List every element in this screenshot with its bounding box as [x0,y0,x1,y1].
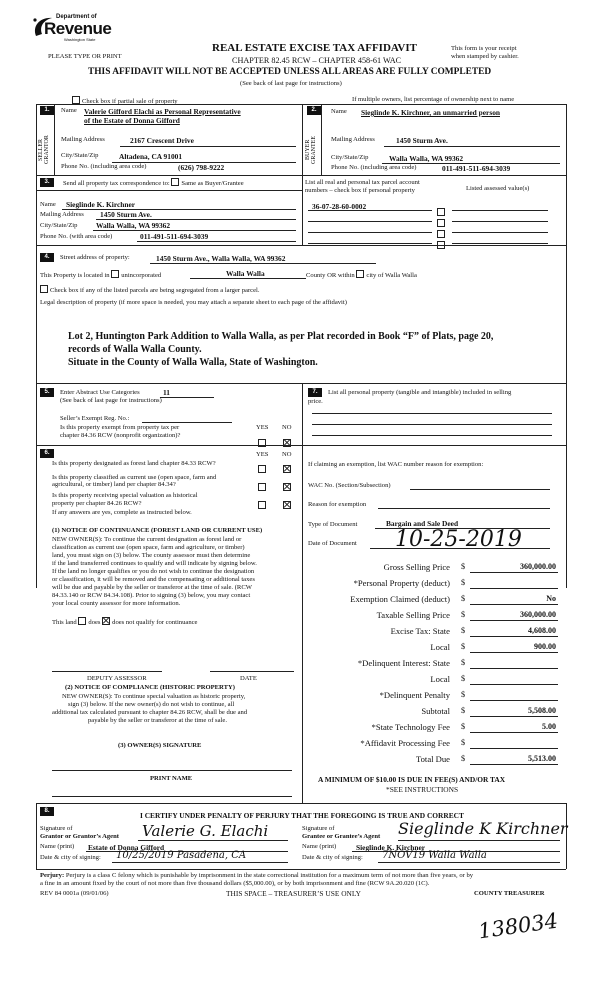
section-8-badge: 8. [40,807,54,816]
continuance-line: land, you must sign on (3) below. The county assessor must then determine [52,552,251,559]
current-use-no-checkbox[interactable] [283,477,293,495]
s3-phone: 011-491-511-694-3039 [140,232,209,241]
total-due-label: Total Due [415,754,450,764]
revision-number: REV 84 0001a (09/01/06) [40,890,109,897]
excise-state-label: Excise Tax: State [390,626,450,636]
compliance-line: NEW OWNER(S): To continue special valuation as historic property, [62,693,246,700]
exemption-wac-label: If claiming an exemption, list WAC number reason for exemption: [308,461,484,468]
grantor-sig-of: Signature of [40,825,73,832]
treasurer-space-note: THIS SPACE – TREASURER’S USE ONLY [226,889,361,898]
print-name-label: PRINT NAME [150,775,193,782]
buyer-name-label: Name [331,108,347,115]
grantor-agent-label: Grantor or Grantor’s Agent [40,833,119,840]
s6-yes-header: YES [256,451,269,458]
buyer-phone: 011-491-511-694-3039 [442,164,511,173]
historic-no-checkbox[interactable] [283,495,293,513]
doc-type-label: Type of Document [308,521,358,528]
receipt-note-2: when stamped by cashier. [451,53,519,60]
s6-no-header: NO [282,451,292,458]
see-instructions-note: *SEE INSTRUCTIONS [386,785,459,794]
buyer-name: Sieglinde K. Kirchner, an unmarried person [361,108,500,117]
exemption-claimed-value: No [546,594,556,603]
grantor-signature: Valerie G. Elachi [142,822,269,840]
taxable-price-label: Taxable Selling Price [376,610,450,620]
seller-mailing-label: Mailing Address [61,136,105,143]
dollar-sign: $ [461,754,466,763]
processing-fee-label: *Affidavit Processing Fee [360,738,450,748]
dollar-sign: $ [461,674,466,683]
receipt-note-1: This form is your receipt [451,45,517,52]
land-does-not-checkbox[interactable] [102,617,110,625]
county-name: Walla Walla [226,269,265,278]
current-use-question-2: agricultural, or timber) land per chapter 84.34? [52,481,176,488]
current-use-question-1: Is this property classified as current use (open space, farm and [52,474,217,481]
compliance-line: payable by the seller or transferor at the time of sale. [88,717,227,724]
abstract-note: (See back of last page for instructions) [60,397,162,404]
technology-fee-value: 5.00 [542,722,556,731]
form-title: REAL ESTATE EXCISE TAX AFFIDAVIT [212,42,417,54]
continuance-title: (1) NOTICE OF CONTINUANCE (FOREST LAND OR CURRENT USE) [52,527,263,534]
continuance-line: classification as current use (open space, farm and agriculture, or timber) [52,544,245,551]
doc-date-label: Date of Document [308,540,357,547]
s5-no-header: NO [282,424,292,431]
unincorporated-checkbox[interactable] [111,270,119,278]
county-or-within: County OR within city of Walla Walla [306,272,417,279]
buyer-city: Walla Walla, WA 99362 [389,154,464,163]
certify-statement: I CERTIFY UNDER PENALTY OF PERJURY THAT THE FOREGOING IS TRUE AND CORRECT [140,811,464,820]
continuance-line: your local county assessor for more information. [52,600,181,607]
compliance-title: (2) NOTICE OF COMPLIANCE (HISTORIC PROPERTY) [65,684,235,691]
legal-line-3: Situate in the County of Walla Walla, State of Washington. [68,357,318,368]
owner-signature-label: (3) OWNER(S) SIGNATURE [118,742,202,749]
perjury-line-1: Perjury: Perjury is a class C felony which is punishable by imprisonment in the state correctional institution for a maximum term of not more than five years, or by [40,872,474,879]
continuance-line: will be due and payable by the seller or transferor at the time of sale. (RCW [52,584,252,591]
section-3-badge: 3. [40,178,54,187]
s3-city-label: City/State/Zip [40,222,78,229]
dollar-sign: $ [461,626,466,635]
delinquent-interest-local-label: Local [430,674,450,684]
continuance-line: If the land no longer qualifies or you do not wish to continue the designation [52,568,255,575]
send-correspondence[interactable]: Send all property tax correspondence to: Same as Buyer/Grantee [63,180,244,187]
date-label: DATE [240,675,257,682]
legal-line-2: records of Walla Walla County. [68,344,202,355]
assessed-header: Listed assessed value(s) [466,185,530,192]
dollar-sign: $ [461,658,466,667]
dollar-sign: $ [461,722,466,731]
abstract-value: 11 [163,388,170,397]
s3-city: Walla Walla, WA 99362 [96,221,171,230]
taxable-price-value: 360,000.00 [520,610,556,619]
section-1-badge: 1. [40,106,54,115]
perjury-line-2: a fine in an amount fixed by the court of not more than five thousand dollars ($5,000.00), or by both imprisonment and fine (RCW 9A.20.020 (1C). [40,880,430,887]
seller-name-line1: Valerie Gifford Elachi as Personal Representative [84,107,241,116]
delinquent-interest-state-label: *Delinquent Interest: State [357,658,450,668]
minimum-due-note: A MINIMUM OF $10.00 IS DUE IN FEE(S) AND/OR TAX [318,775,506,784]
parcel-number: 36-07-28-60-0002 [312,202,367,211]
abstract-label: Enter Abstract Use Categories [60,389,140,396]
land-does-checkbox[interactable] [78,617,86,625]
subtotal-label: Subtotal [421,706,450,716]
historic-question-2: property per chapter 84.26 RCW? [52,500,142,507]
dollar-sign: $ [461,594,466,603]
s3-name: Sieglinde K. Kirchner [66,200,136,209]
reason-label: Reason for exemption [308,501,367,508]
county-treasurer-label: COUNTY TREASURER [474,890,545,897]
excise-local-value: 900.00 [534,642,556,651]
street-label: Street address of property: [60,254,130,261]
parcel-header-2: numbers – check box if personal property [305,187,415,194]
buyer-mailing: 1450 Sturm Ave. [396,136,448,145]
exempt-no-checkbox[interactable] [283,433,293,451]
continuance-line: 84.33.140 or RCW 84.34.108). Prior to signing (3) below, you may contact [52,592,251,599]
buyer-phone-label: Phone No. (including area code) [331,164,417,171]
grantee-sig-of: Signature of [302,825,335,832]
grantee-agent-label: Grantee or Grantee’s Agent [302,833,381,840]
deputy-assessor-label: DEPUTY ASSESSOR [87,675,147,682]
print-note: PLEASE TYPE OR PRINT [48,53,122,60]
exempt-q2: chapter 84.36 RCW (nonprofit organization)? [60,432,181,439]
exempt-yes-checkbox[interactable] [258,433,268,451]
grantor-name-print-label: Name (print) [40,843,75,850]
dollar-sign: $ [461,610,466,619]
dollar-sign: $ [461,706,466,715]
personal-property-label-1: List all personal property (tangible and intangible) included in selling [328,389,512,396]
s3-mailing: 1450 Sturm Ave. [100,210,152,219]
dollar-sign: $ [461,690,466,699]
form-warning: THIS AFFIDAVIT WILL NOT BE ACCEPTED UNLESS ALL AREAS ARE FULLY COMPLETED [88,67,492,77]
forest-yes-checkbox[interactable] [258,459,268,477]
continuance-line: NEW OWNER(S): To continue the current designation as forest land or [52,536,242,543]
current-use-yes-checkbox[interactable] [258,477,268,495]
continuance-line: if the land transferred continues to qualify and will indicate by signing below. [52,560,257,567]
instructions-note: (See back of last page for instructions) [240,80,342,87]
seller-name-line2: of the Estate of Donna Gifford [84,116,180,125]
grantor-name: Estate of Donna Gifford [88,843,165,852]
gross-price-value: 360,000.00 [520,562,556,571]
section-2-badge: 2. [307,106,321,115]
section-5-badge: 5. [40,388,54,397]
compliance-line: additional tax calculated pursuant to chapter 84.26 RCW, shall be due and [52,709,248,716]
form-chapters: CHAPTER 82.45 RCW – CHAPTER 458-61 WAC [232,56,402,65]
s3-name-label: Name [40,201,56,208]
land-qualify: This land does does not qualify for continuance [52,619,198,626]
dollar-sign: $ [461,642,466,651]
dollar-sign: $ [461,562,466,571]
grantee-signature: Sieglinde K Kirchner [398,819,568,838]
grantor-date-city-label: Date & city of signing: [40,854,101,861]
logo-small-text: Department of [56,14,97,20]
grantee-name: Sieglinde K. Kirchner [356,843,426,852]
legal-label: Legal description of property (if more space is needed, you may attach a separate sheet to each page of the affidavit) [40,299,347,306]
seller-city-label: City/State/Zip [61,152,99,159]
compliance-line: sign (3) below. If the new owner(s) do not wish to continue, all [68,701,235,708]
multiple-owners-note: If multiple owners, list percentage of ownership next to name [352,96,515,103]
grantee-date-city-label: Date & city of signing: [302,854,363,861]
seller-mailing: 2167 Crescent Drive [130,136,194,145]
buyer-mailing-label: Mailing Address [331,136,375,143]
seller-side-label: SELLER GRANTOR [38,135,50,165]
answers-note: If any answers are yes, complete as instructed below. [52,509,192,516]
historic-question-1: Is this property receiving special valuation as historical [52,492,198,499]
excise-state-value: 4,608.00 [528,626,556,635]
doc-type: Bargain and Sale Deed [386,519,459,528]
historic-yes-checkbox[interactable] [258,495,268,513]
seller-name-label: Name [61,107,77,114]
seller-city: Altadena, CA 91001 [119,152,183,161]
forest-question: Is this property designated as forest land chapter 84.33 RCW? [52,460,216,467]
located-in: This Property is located in unincorporated [40,272,162,279]
s3-phone-label: Phone No. (with area code) [40,233,113,240]
parcel-4-personal-checkbox[interactable] [437,235,447,253]
buyer-city-label: City/State/Zip [331,154,369,161]
personal-property-label-2: price. [308,398,323,405]
street-address: 1450 Sturm Ave., Walla Walla, WA 99362 [156,254,286,263]
section-7-badge: 7. [308,388,322,397]
section-4-badge: 4. [40,253,54,262]
logo-main-text: Revenue [44,19,112,38]
personal-property-deduct-label: *Personal Property (deduct) [353,578,450,588]
grantor-date-city: 10/25/2019 Pasadena, CA [116,850,247,861]
handwritten-record-number: 138034 [476,908,560,944]
subtotal-value: 5,508.00 [528,706,556,715]
dollar-sign: $ [461,738,466,747]
s3-mailing-label: Mailing Address [40,211,84,218]
s5-yes-header: YES [256,424,269,431]
grantee-name-print-label: Name (print) [302,843,337,850]
seller-phone: (626) 798-9222 [178,163,225,172]
grantee-date-city: 7NOV19 Walla Walla [382,850,487,861]
doc-date: 10-25-2019 [395,527,522,552]
city-checkbox[interactable] [356,270,364,278]
delinquent-penalty-label: *Delinquent Penalty [379,690,450,700]
legal-line-1: Lot 2, Huntington Park Addition to Walla Walla, as per Plat recorded in Book “F” of Plats, page 20, [68,331,494,342]
parcel-header-1: List all real and personal tax parcel account [305,179,420,186]
buyer-side-label: BUYER GRANTEE [305,136,317,164]
exempt-reg-label: Seller’s Exempt Reg. No.: [60,415,130,422]
technology-fee-label: *State Technology Fee [371,722,450,732]
forest-no-checkbox[interactable] [283,459,293,477]
logo-sub-text: Washington State [64,37,96,42]
section-6-badge: 6. [40,449,54,458]
seller-phone-label: Phone No. (including area code) [61,163,147,170]
continuance-line: or classification, it will be removed and the compensating or additional taxes [52,576,255,583]
excise-local-label: Local [430,642,450,652]
exemption-claimed-label: Exemption Claimed (deduct) [350,594,450,604]
dollar-sign: $ [461,578,466,587]
total-due-value: 5,513.00 [528,754,556,763]
partial-sale-checkbox[interactable]: Check box if partial sale of property [72,96,178,105]
wac-no-label: WAC No. (Section/Subsection) [308,482,391,489]
gross-price-label: Gross Selling Price [383,562,450,572]
segregated-checkbox[interactable]: Check box if any of the listed parcels are being segregated from a larger parcel. [40,285,260,294]
exempt-q1: Is this property exempt from property tax per [60,424,180,431]
